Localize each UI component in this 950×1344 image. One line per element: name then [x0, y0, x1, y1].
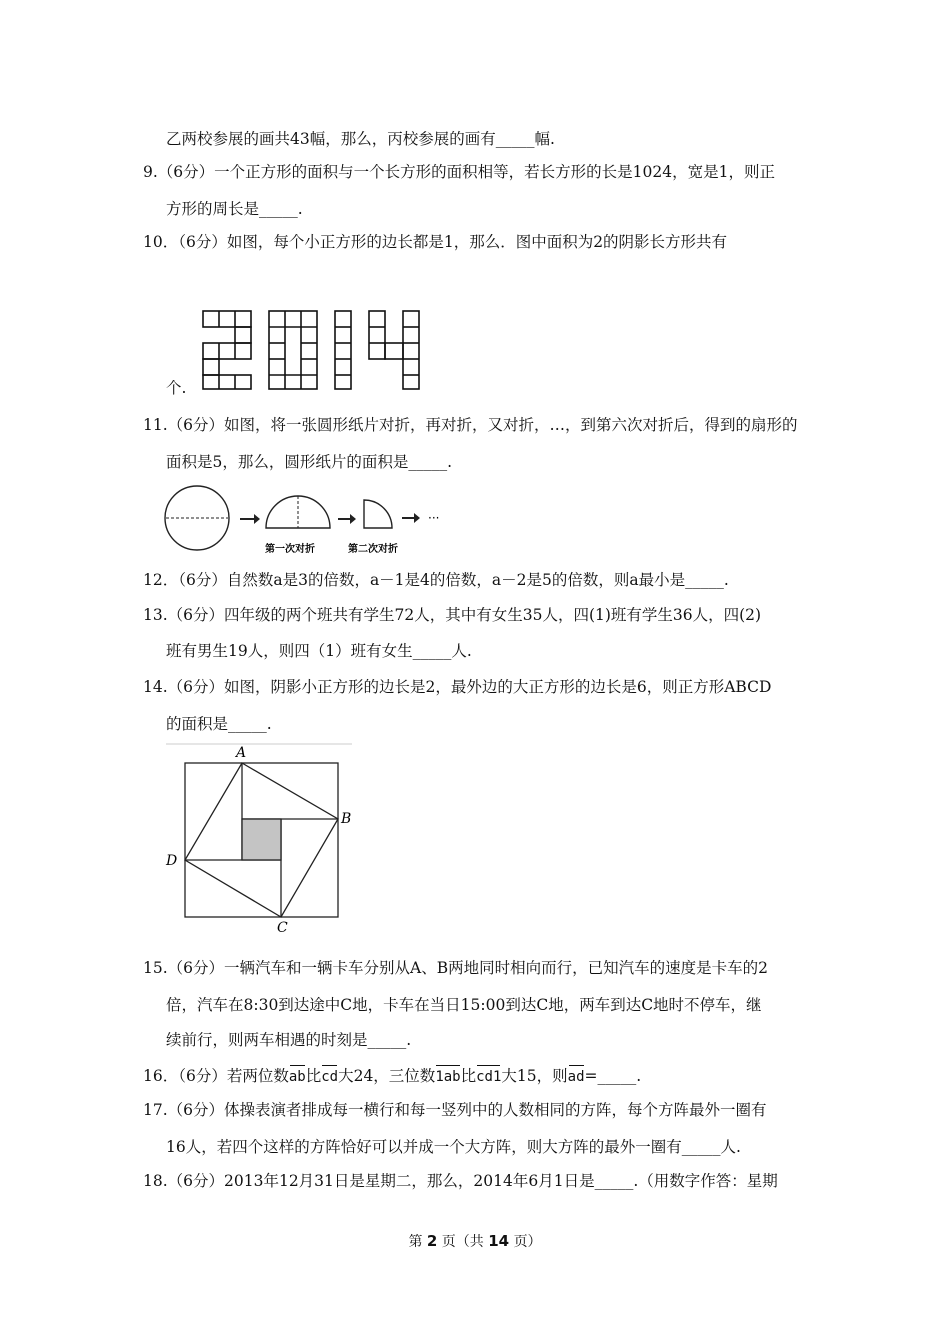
shaded-small-square — [242, 819, 281, 860]
digit-4-left — [369, 311, 385, 359]
label-c: C — [277, 920, 288, 934]
page-footer — [0, 1231, 950, 1251]
q15-line1: 15.（6分）一辆汽车和一辆卡车分别从A、B两地同时相向而行，已知汽车的速度是卡车的2 — [143, 959, 768, 977]
q12-line1: 12．（6分）自然数a是3的倍数，a－1是4的倍数，a－2是5的倍数，则a最小是_____. — [143, 571, 729, 589]
circle-folding-figure — [162, 484, 452, 558]
ellipsis-dots: ··· — [428, 511, 440, 525]
digit-2-left — [203, 359, 219, 375]
arrow-3 — [402, 513, 420, 523]
q10-line2: 个. — [166, 379, 187, 397]
overline-1ab: 1ab — [435, 1069, 461, 1085]
digit-0-outline — [269, 311, 317, 389]
arrow-1 — [240, 514, 260, 524]
q16-text-2: 比 — [305, 1067, 322, 1085]
q14-line2: 的面积是_____. — [166, 715, 272, 733]
q16-text-5: 大15，则 — [501, 1067, 568, 1085]
label-a: A — [236, 745, 247, 761]
fold-label-2: 第二次对折 — [348, 544, 398, 555]
footer-total-pages: 14 — [488, 1232, 510, 1250]
q8-continuation: 乙两校参展的画共43幅，那么，丙校参展的画有_____幅. — [166, 130, 555, 148]
digit-2-top — [203, 311, 251, 327]
q9-line1: 9.（6分）一个正方形的面积与一个长方形的面积相等，若长方形的长是1024，宽是1，则正 — [143, 163, 775, 181]
q16-text-1: 16．（6分）若两位数 — [143, 1067, 289, 1085]
digit-2-right — [235, 327, 251, 343]
overline-ab: ab — [288, 1069, 306, 1085]
q14-line1: 14.（6分）如图，阴影小正方形的边长是2，最外边的大正方形的边长是6，则正方形ABCD — [143, 678, 772, 696]
label-d: D — [166, 853, 178, 869]
footer-pre: 第 — [408, 1234, 423, 1250]
q9-line2: 方形的周长是_____. — [166, 200, 303, 218]
q13-line2: 班有男生19人，则四（1）班有女生_____人. — [166, 642, 472, 660]
q17-line1: 17.（6分）体操表演者排成每一横行和每一竖列中的人数相同的方阵，每个方阵最外一圈有 — [143, 1101, 767, 1119]
q10-line1: 10．（6分）如图，每个小正方形的边长都是1，那么．图中面积为2的阴影长方形共有 — [143, 233, 728, 251]
digit-2-middle — [203, 343, 251, 359]
quarter-circle — [364, 500, 392, 528]
q15-line2: 倍，汽车在8:30到达途中C地，卡车在当日15:00到达C地，两车到达C地时不停车，继 — [166, 996, 762, 1014]
footer-post: 页） — [513, 1234, 542, 1250]
q16-text-3: 大24，三位数 — [338, 1067, 436, 1085]
q15-line3: 续前行，则两车相遇的时刻是_____. — [166, 1031, 412, 1049]
abcd-square-figure — [162, 742, 357, 934]
q18-line1: 18.（6分）2013年12月31日是星期二，那么，2014年6月1日是_____.（用数字作答：星期 — [143, 1172, 778, 1190]
arrow-2 — [338, 514, 356, 524]
q16-line1 — [143, 1066, 641, 1087]
digit-1-column — [335, 311, 351, 389]
q16-text-6: =_____. — [584, 1067, 642, 1085]
footer-mid: 页（共 — [441, 1234, 484, 1250]
q13-line1: 13.（6分）四年级的两个班共有学生72人，其中有女生35人，四(1)班有学生36人，四(2) — [143, 606, 762, 624]
overline-ad: ad — [567, 1069, 585, 1085]
digit-4-right — [403, 311, 419, 389]
digit-4-bridge — [385, 343, 403, 359]
digit-2-bottom — [203, 375, 251, 389]
q17-line2: 16人，若四个这样的方阵恰好可以并成一个大方阵，则大方阵的最外一圈有_____人. — [166, 1138, 741, 1156]
fold-label-1: 第一次对折 — [265, 544, 315, 555]
q11-line1: 11.（6分）如图，将一张圆形纸片对折，再对折，又对折，…，到第六次对折后，得到的扇形的 — [143, 416, 798, 434]
overline-cd1: cd1 — [476, 1069, 502, 1085]
overline-cd: cd — [321, 1069, 339, 1085]
footer-page-number: 2 — [426, 1232, 438, 1250]
label-b: B — [341, 811, 352, 827]
q11-line2: 面积是5，那么，圆形纸片的面积是_____. — [166, 453, 453, 471]
grid-2014-figure — [200, 308, 422, 391]
q16-text-4: 比 — [460, 1067, 477, 1085]
